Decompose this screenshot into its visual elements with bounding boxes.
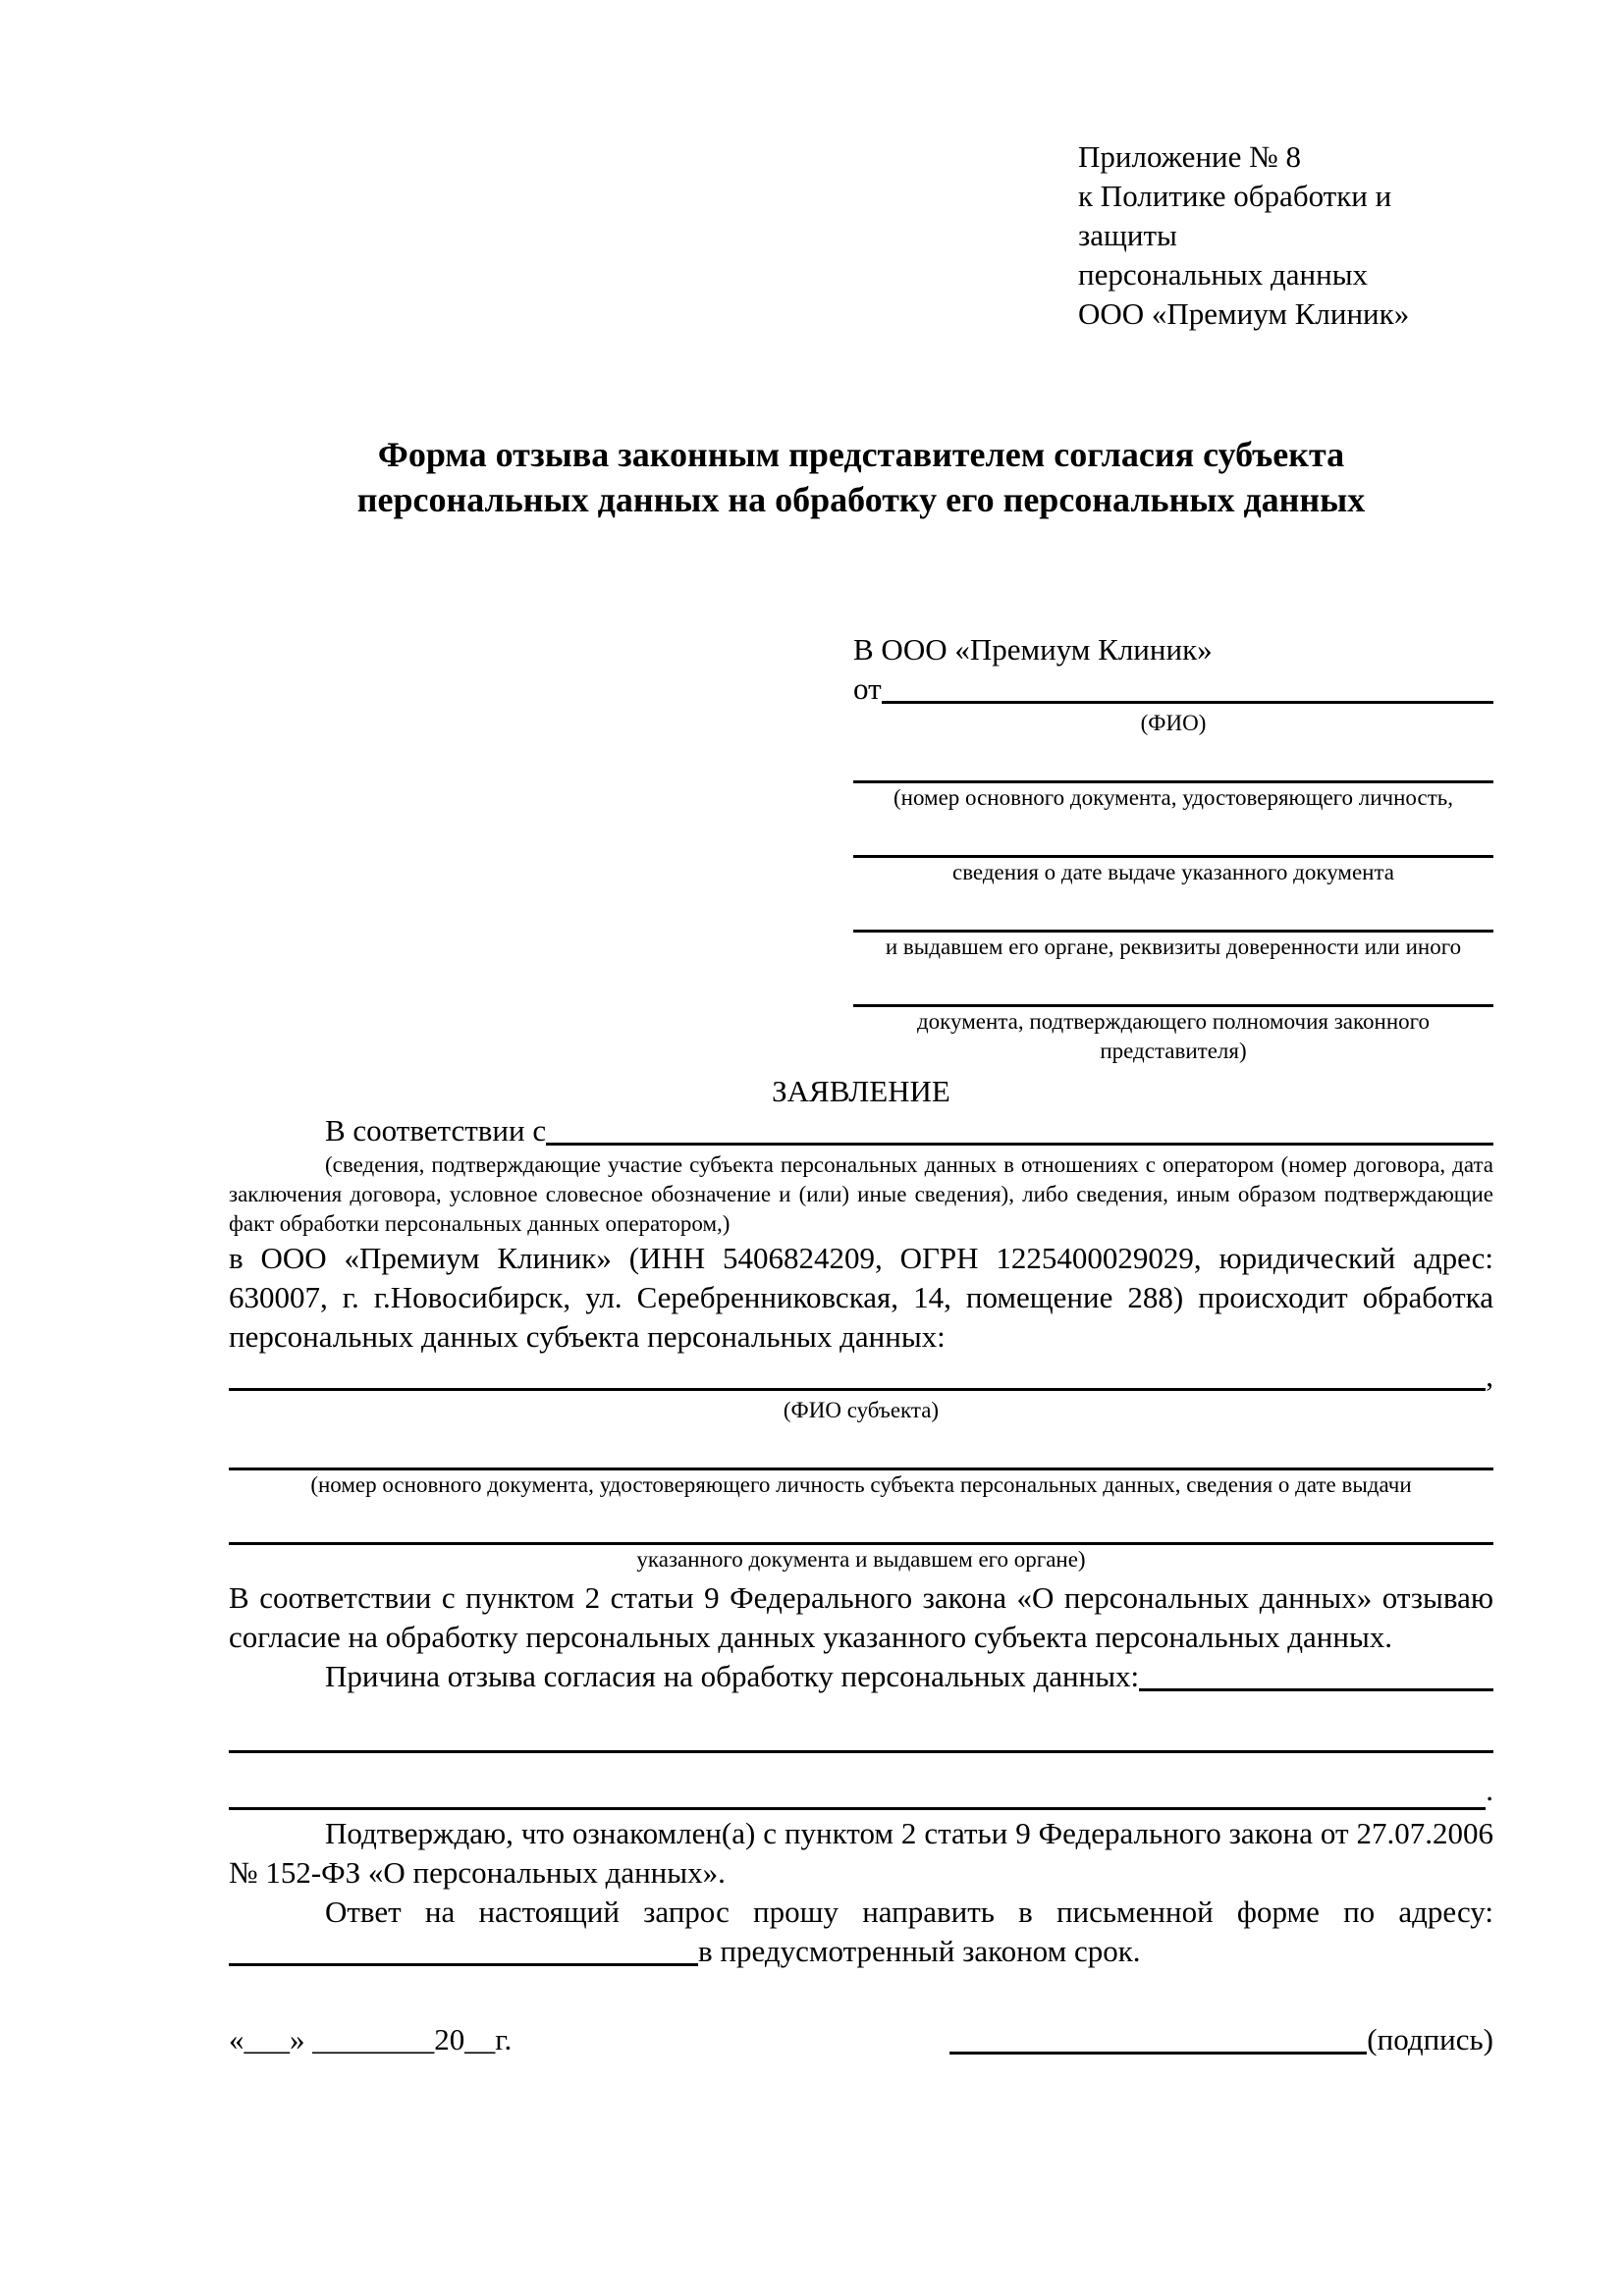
reason-extra-field-2[interactable] [229,1753,1486,1810]
operator-paragraph: в ООО «Премиум Клиник» (ИНН 5406824209, ОГРН 1225400029029, юридический адрес: 630007, г. г.Новосибирск, ул. Серебренниковская, 14, помещение 288) происходит обработка персональных данных субъекта персональных данных: [229,1241,1493,1354]
response-tail: в предусмотренный законом срок. [698,1934,1141,1968]
doc-issue-date-field[interactable] [853,813,1493,858]
fio-caption: (ФИО) [1140,711,1207,735]
subject-fio-caption: (ФИО субъекта) [783,1398,940,1422]
blank-line-period: . [1486,1773,1493,1807]
statement-heading: ЗАЯВЛЕНИЕ [772,1074,950,1108]
issuing-authority-caption: и выдавшем его органе, реквизиты доверенности или иного [885,934,1462,959]
reason-extra-row-2 [229,1753,1493,1810]
subject-doc-issuer-field[interactable] [229,1500,1493,1545]
subject-fio-field[interactable] [229,1362,1486,1391]
addressee-block [853,630,1493,1066]
withdrawal-paragraph: В соответствии с пунктом 2 статьи 9 Федерального закона «О персональных данных» отзываю согласие на обработку персональных данных указанного субъекта персональных данных. [229,1580,1493,1654]
intro-caption: (сведения, подтверждающие участие субъекта персональных данных в отношениях с оператором (номер договора, дата заключения договора, условное словесное обозначение и (или) иные сведения), либо сведения, иным образом подтверждающие факт обработки персональных данных оператором,) [229,1152,1493,1236]
confirm-paragraph: Подтверждаю, что ознакомлен(а) с пунктом 2 статьи 9 Федерального закона от 27.07.2006 № 152-ФЗ «О персональных данных». [229,1816,1493,1890]
addressee-organization: В ООО «Премиум Клиник» [853,632,1213,667]
reason-label: Причина отзыва согласия на обработку персональных данных: [325,1659,1140,1693]
reason-field[interactable] [1139,1662,1493,1691]
document-title-line: персональных данных на обработку его персональных данных [356,480,1366,519]
annex-line: ООО «Премиум Клиник» [1078,296,1410,331]
intro-row [229,1111,1493,1150]
signature-group [949,2020,1493,2059]
subject-doc-caption: (номер основного документа, удостоверяющего личность субъекта персональных данных, сведения о дате выдачи [310,1472,1412,1497]
document-title [229,432,1493,522]
subject-doc-issuer-caption: указанного документа и выдавшем его органе) [636,1547,1086,1572]
signature-caption: (подпись) [1367,2022,1493,2056]
issuing-authority-field[interactable] [853,887,1493,933]
subject-doc-field[interactable] [229,1425,1493,1470]
annex-header [1078,137,1493,334]
response-address-field[interactable] [229,1937,698,1966]
authority-doc-caption: документа, подтверждающего полномочия законного представителя) [916,1009,1430,1063]
representative-doc-caption: (номер основного документа, удостоверяющего личность, [893,785,1453,810]
intro-label: В соответствии с [325,1113,547,1148]
signature-field[interactable] [949,2025,1367,2055]
footer-row [229,2020,1493,2059]
reason-row [229,1657,1493,1696]
annex-line: персональных данных [1078,257,1369,292]
response-address-row [229,1932,1493,1971]
authority-doc-field[interactable] [853,962,1493,1007]
representative-doc-field[interactable] [853,738,1493,783]
doc-issue-date-caption: сведения о дате выдаче указанного документа [951,860,1395,884]
response-intro: Ответ на настоящий запрос прошу направить в письменной форме по адресу: [325,1895,1493,1929]
date-field[interactable]: «___» ________20__г. [229,2022,513,2056]
document-title-line: Форма отзыва законным представителем согласия субъекта [377,435,1345,474]
annex-line: к Политике обработки и защиты [1078,179,1392,252]
reason-extra-field-1[interactable] [229,1696,1493,1753]
relation-details-field[interactable] [546,1116,1493,1146]
subject-comma: , [1486,1359,1493,1393]
subject-fio-row [229,1357,1493,1396]
from-label: от [853,671,882,706]
from-name-field[interactable] [882,674,1493,704]
annex-line: Приложение № 8 [1078,139,1301,174]
